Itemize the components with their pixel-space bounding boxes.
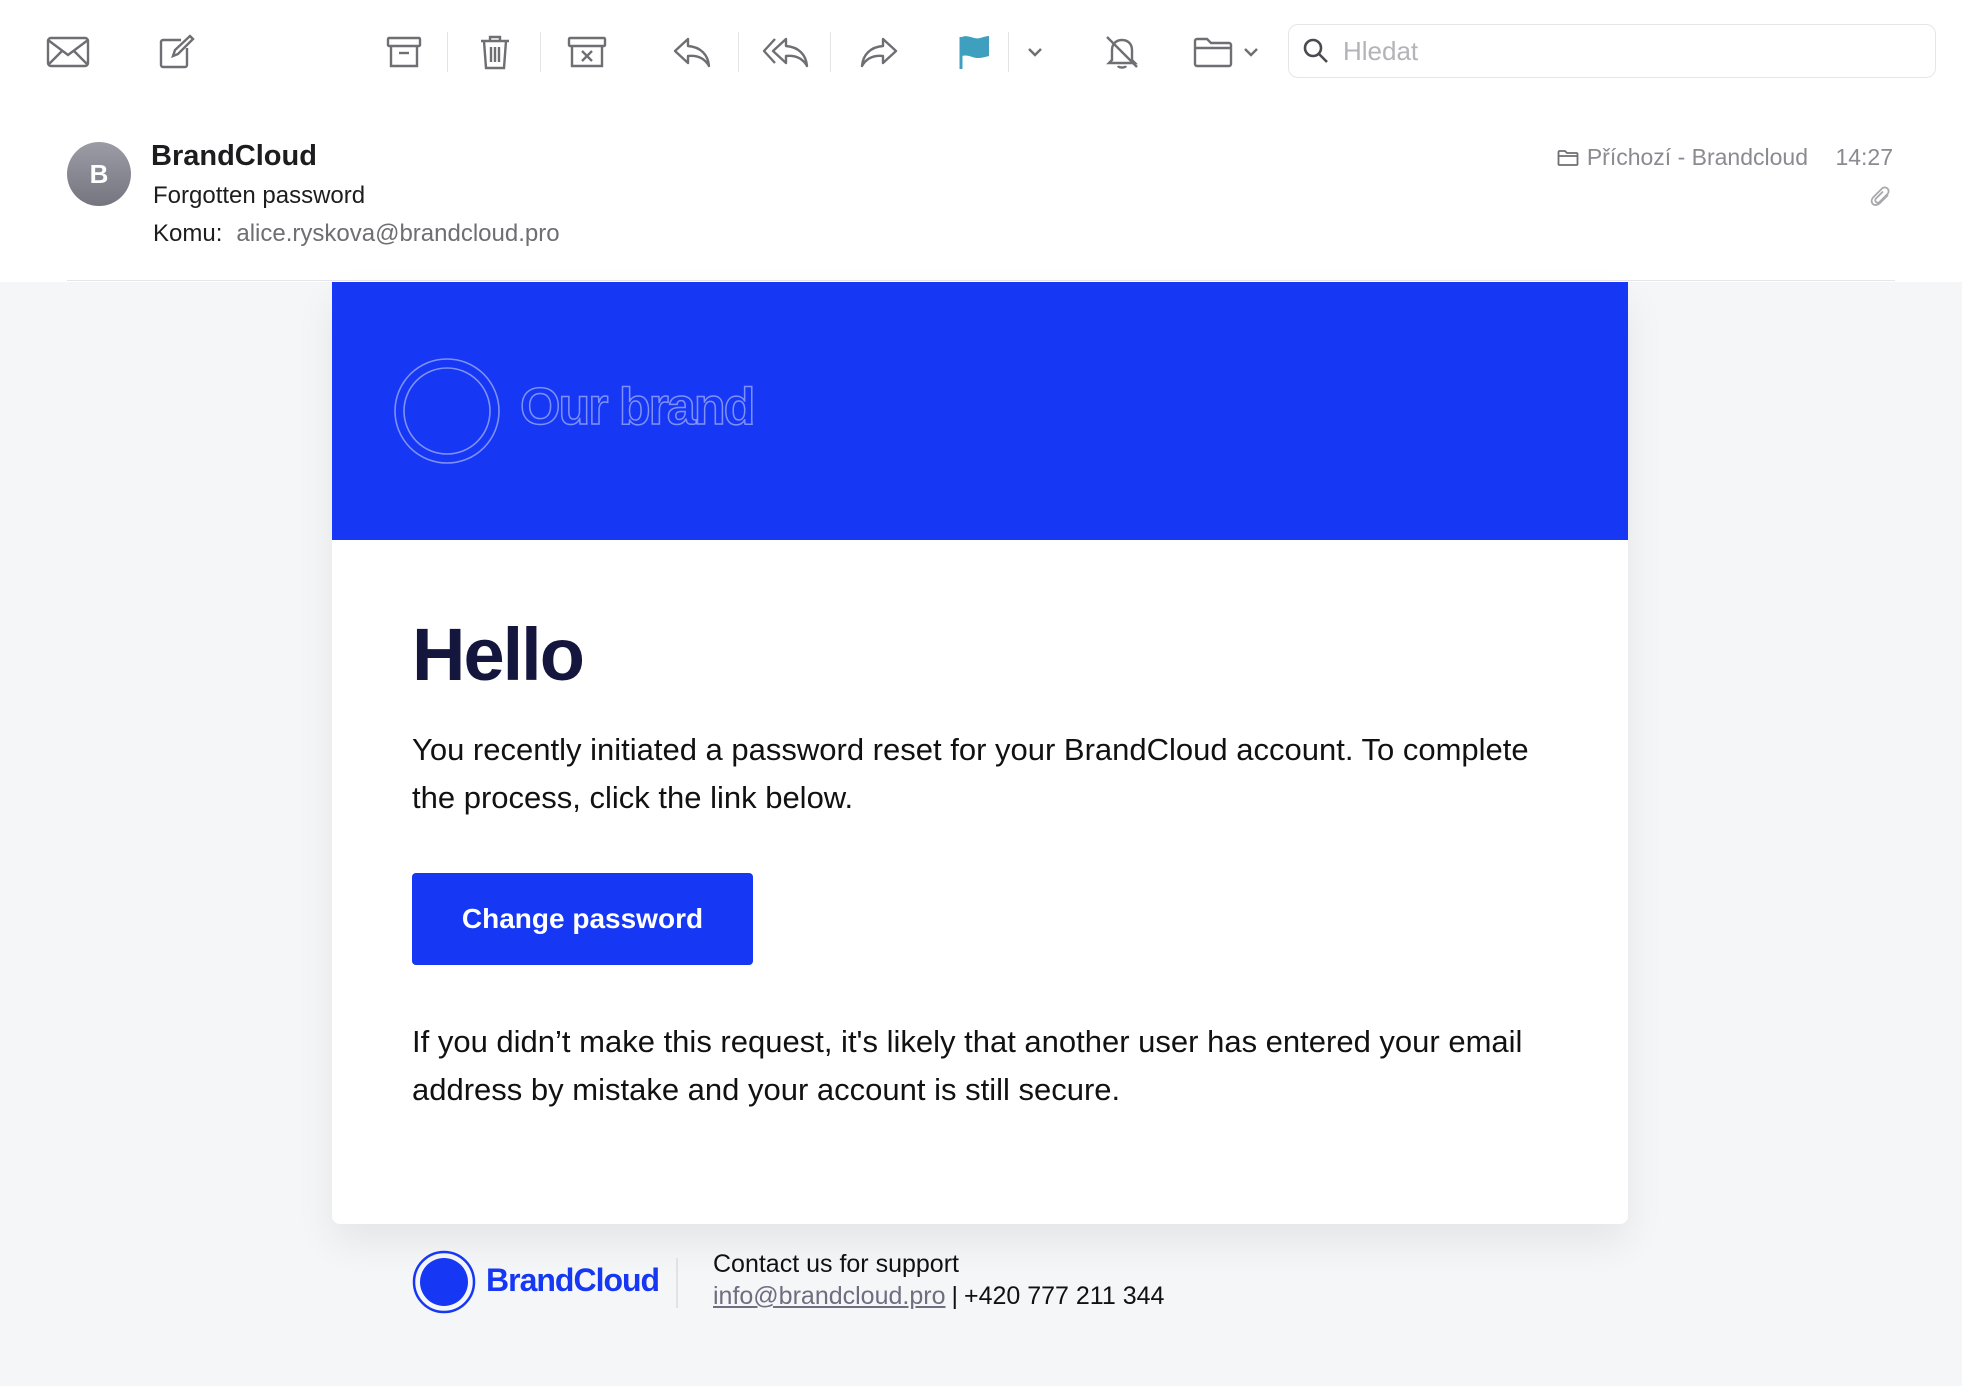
reply-all-icon xyxy=(762,35,810,69)
separator xyxy=(830,32,831,72)
archive-icon xyxy=(385,34,423,70)
folder-name: Příchozí - Brandcloud xyxy=(1586,144,1808,170)
junk-button[interactable] xyxy=(564,22,610,82)
email-heading: Hello xyxy=(412,613,583,696)
sender-name[interactable]: BrandCloud xyxy=(151,140,317,172)
reply-button[interactable] xyxy=(668,22,716,82)
email-footer xyxy=(412,1250,1312,1330)
footer-divider xyxy=(676,1258,678,1308)
separator xyxy=(540,32,541,72)
brand-banner-text: Our brand xyxy=(520,378,754,436)
footer-contact-line xyxy=(713,1282,1164,1311)
folder-info[interactable] xyxy=(1557,144,1808,171)
recipient-label: Komu: xyxy=(153,220,223,247)
brand-banner xyxy=(332,282,1628,540)
brand-logo-icon xyxy=(392,356,502,466)
email-card xyxy=(332,282,1628,1224)
change-password-button[interactable]: Change password xyxy=(412,873,753,965)
chevron-down-icon xyxy=(1026,46,1044,58)
message-header xyxy=(0,104,1962,282)
search-input[interactable] xyxy=(1341,35,1905,68)
mute-button[interactable] xyxy=(1100,22,1144,82)
flag-button[interactable] xyxy=(952,22,996,82)
junk-box-icon xyxy=(566,34,608,70)
reply-icon xyxy=(672,35,712,69)
support-email-link[interactable]: info@brandcloud.pro xyxy=(713,1282,946,1310)
chevron-down-icon xyxy=(1242,46,1260,58)
envelope-icon xyxy=(46,35,90,69)
flag-dropdown[interactable] xyxy=(1022,22,1048,82)
email-paragraph: You recently initiated a password reset for your BrandCloud account. To complete the process, click the link below. xyxy=(412,732,1529,815)
compose-button[interactable] xyxy=(154,22,198,82)
get-mail-button[interactable] xyxy=(44,22,92,82)
toolbar xyxy=(0,0,1962,104)
email-paragraph: If you didn’t make this request, it's likely that another user has entered your email address by mistake and your account is still secure. xyxy=(412,1024,1523,1107)
folder-icon xyxy=(1557,149,1579,167)
trash-icon xyxy=(478,33,512,71)
flag-icon xyxy=(956,33,992,71)
move-button[interactable] xyxy=(1192,22,1268,82)
support-phone: +420 777 211 344 xyxy=(963,1282,1165,1310)
recipient-address[interactable]: alice.ryskova@brandcloud.pro xyxy=(236,220,560,247)
header-divider xyxy=(67,280,1895,281)
recipient-row xyxy=(153,220,560,248)
avatar: B xyxy=(67,142,131,206)
message-time: 14:27 xyxy=(1835,144,1893,170)
attachment-icon[interactable] xyxy=(1870,184,1892,213)
reply-all-button[interactable] xyxy=(760,22,812,82)
forward-button[interactable] xyxy=(856,22,902,82)
message-subject: Forgotten password xyxy=(153,182,366,209)
archive-button[interactable] xyxy=(382,22,426,82)
email-body xyxy=(0,282,1962,1386)
search-box[interactable] xyxy=(1288,24,1936,78)
separator xyxy=(447,32,448,72)
brand-logo-icon xyxy=(412,1250,476,1314)
footer-brand: BrandCloud xyxy=(486,1262,660,1298)
footer-contact-title: Contact us for support xyxy=(713,1250,959,1278)
forward-icon xyxy=(859,35,899,69)
separator xyxy=(1008,32,1009,72)
folder-icon xyxy=(1192,35,1234,69)
footer-separator: | xyxy=(951,1282,958,1310)
compose-icon xyxy=(157,34,195,70)
delete-button[interactable] xyxy=(474,22,516,82)
separator xyxy=(738,32,739,72)
bell-slash-icon xyxy=(1103,33,1141,71)
search-icon xyxy=(1301,36,1331,66)
